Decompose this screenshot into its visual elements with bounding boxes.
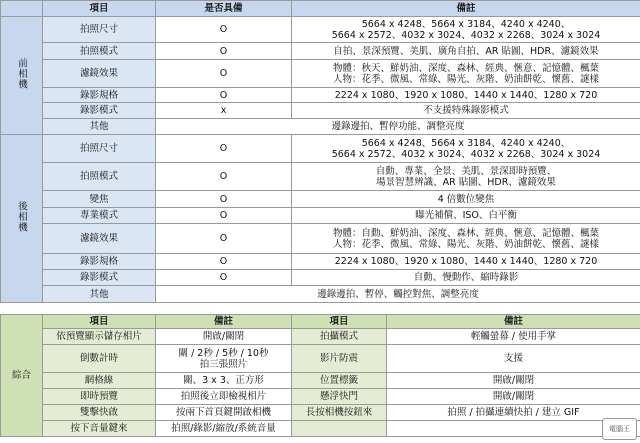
table-row xyxy=(1,373,640,389)
row-has: O xyxy=(156,208,292,224)
row-item-1: 網格線 xyxy=(43,373,156,389)
row-item-1: 依預覽顯示儲存相片 xyxy=(43,329,156,345)
header-item-2: 項目 xyxy=(292,315,387,329)
table-row xyxy=(1,88,640,103)
row-item: 拍照模式 xyxy=(43,43,156,60)
row-item-2: 懸浮快門 xyxy=(292,389,387,405)
row-note: 5664 x 4248、5664 x 3184、4240 x 4240、 5664 x 2572、4032 x 3024、4032 x 2268、3024 x 3024 xyxy=(292,17,640,43)
row-note: 自拍、景深預覽、美肌、廣角自拍、AR 貼圖、HDR、濾鏡效果 xyxy=(292,43,640,60)
table-row xyxy=(1,329,640,345)
row-note-1: 拍照後立即檢視相片 xyxy=(156,389,292,405)
table-row xyxy=(1,135,640,163)
row-note-2: 拍照 / 拍攝連續快拍 / 建立 GIF xyxy=(387,405,640,421)
row-note: 2224 x 1080、1920 x 1080、1440 x 1440、1280 x 720 xyxy=(292,254,640,270)
row-other-note: 邊錄邊拍、暫停、觸控對焦、調整亮度 xyxy=(156,286,640,303)
row-note: 曝光補償、ISO、白平衡 xyxy=(292,208,640,224)
group-front-camera: 前相機 xyxy=(1,17,43,135)
row-item: 錄影模式 xyxy=(43,103,156,119)
row-item-2: 影片防震 xyxy=(292,345,387,373)
row-has: O xyxy=(156,135,292,163)
row-other-label: 其他 xyxy=(43,119,156,135)
row-note: 自動、專業、全景、美肌、景深即時預覽、 場景智慧辨識、AR 貼圖、HDR、濾鏡效果 xyxy=(292,163,640,191)
row-item-2 xyxy=(292,421,387,437)
row-has: O xyxy=(156,17,292,43)
table-row xyxy=(1,389,640,405)
row-note-1: 關、3 x 3、正方形 xyxy=(156,373,292,389)
row-other-label: 其他 xyxy=(43,286,156,303)
header-note-2: 備註 xyxy=(387,315,640,329)
row-note-1: 關 / 2秒 / 5秒 / 10秒 拍三張照片 xyxy=(156,345,292,373)
header-item: 項目 xyxy=(43,1,156,17)
row-note: 不支援特殊錄影模式 xyxy=(292,103,640,119)
row-item-2: 拍攝模式 xyxy=(292,329,387,345)
table-row xyxy=(1,286,640,303)
header-blank xyxy=(1,1,43,17)
row-item-1: 即時預覽 xyxy=(43,389,156,405)
row-note-2: 輕觸螢幕 / 使用手掌 xyxy=(387,329,640,345)
row-has: O xyxy=(156,163,292,191)
row-has: O xyxy=(156,88,292,103)
row-has: O xyxy=(156,270,292,286)
row-item-2: 位置標籤 xyxy=(292,373,387,389)
row-item: 變焦 xyxy=(43,191,156,208)
watermark-text: 電腦王 xyxy=(609,425,630,433)
row-item: 濾鏡效果 xyxy=(43,224,156,254)
row-item-1: 雙擊快啟 xyxy=(43,405,156,421)
table-row xyxy=(1,270,640,286)
row-note-1: 拍照/錄影/縮放/系統音量 xyxy=(156,421,292,437)
row-note: 物體：秋天、鮮奶油、深度、森林、經典、愜意、記憶體、楓葉 人物：花季、微風、常綠、陽光、灰階、奶油餅乾、懷舊、謎樣 xyxy=(292,60,640,88)
table-row xyxy=(1,224,640,254)
row-note-1: 開啟/關閉 xyxy=(156,329,292,345)
row-item-1: 按下音量鍵來 xyxy=(43,421,156,437)
table-row xyxy=(1,405,640,421)
row-other-note: 邊錄邊拍、暫停功能、調整亮度 xyxy=(156,119,640,135)
row-has: O xyxy=(156,254,292,270)
table-row xyxy=(1,60,640,88)
row-item-1: 倒數計時 xyxy=(43,345,156,373)
row-note-2: 開啟/關閉 xyxy=(387,389,640,405)
table-row xyxy=(1,17,640,43)
table-row xyxy=(1,345,640,373)
table-row xyxy=(1,254,640,270)
row-item: 錄影規格 xyxy=(43,88,156,103)
row-note-2: 支援 xyxy=(387,345,640,373)
row-item: 拍照尺寸 xyxy=(43,135,156,163)
table-row xyxy=(1,208,640,224)
row-note: 5664 x 4248、5664 x 3184、4240 x 4240、 5664 x 2572、4032 x 3024、4032 x 2268、3024 x 3024 xyxy=(292,135,640,163)
row-has: x xyxy=(156,103,292,119)
header-item-1: 項目 xyxy=(43,315,156,329)
row-item: 錄影模式 xyxy=(43,270,156,286)
header-note: 備註 xyxy=(292,1,640,17)
header-note-1: 備註 xyxy=(156,315,292,329)
row-has: O xyxy=(156,224,292,254)
table-row xyxy=(1,43,640,60)
header-has: 是否具備 xyxy=(156,1,292,17)
table-row xyxy=(1,103,640,119)
row-item: 拍照模式 xyxy=(43,163,156,191)
row-has: O xyxy=(156,43,292,60)
watermark-logo xyxy=(602,418,637,440)
row-has: O xyxy=(156,60,292,88)
table-row xyxy=(1,191,640,208)
row-item-2: 長按相機按鈕來 xyxy=(292,405,387,421)
table-header-row xyxy=(1,315,640,329)
table-row xyxy=(1,163,640,191)
row-item: 錄影規格 xyxy=(43,254,156,270)
row-note: 2224 x 1080、1920 x 1080、1440 x 1440、1280 x 720 xyxy=(292,88,640,103)
row-item: 濾鏡效果 xyxy=(43,60,156,88)
table-row xyxy=(1,119,640,135)
row-note: 物體：自動、鮮奶油、深度、森林、經典、愜意、記憶體、楓葉 人物：花季、微風、常綠、陽光、灰階、奶油餅乾、懷舊、謎樣 xyxy=(292,224,640,254)
row-item: 拍照尺寸 xyxy=(43,17,156,43)
row-note: 自動、慢動作、縮時錄影 xyxy=(292,270,640,286)
group-general: 綜合 xyxy=(1,315,43,437)
group-rear-camera: 後相機 xyxy=(1,135,43,303)
row-has: O xyxy=(156,191,292,208)
row-note-2: 開啟/關閉 xyxy=(387,373,640,389)
row-note-1: 按兩下首頁鍵開啟相機 xyxy=(156,405,292,421)
table-row xyxy=(1,421,640,437)
row-item: 專業模式 xyxy=(43,208,156,224)
table-header-row xyxy=(1,1,640,17)
row-note: 4 倍數位變焦 xyxy=(292,191,640,208)
general-settings-table xyxy=(0,314,640,437)
